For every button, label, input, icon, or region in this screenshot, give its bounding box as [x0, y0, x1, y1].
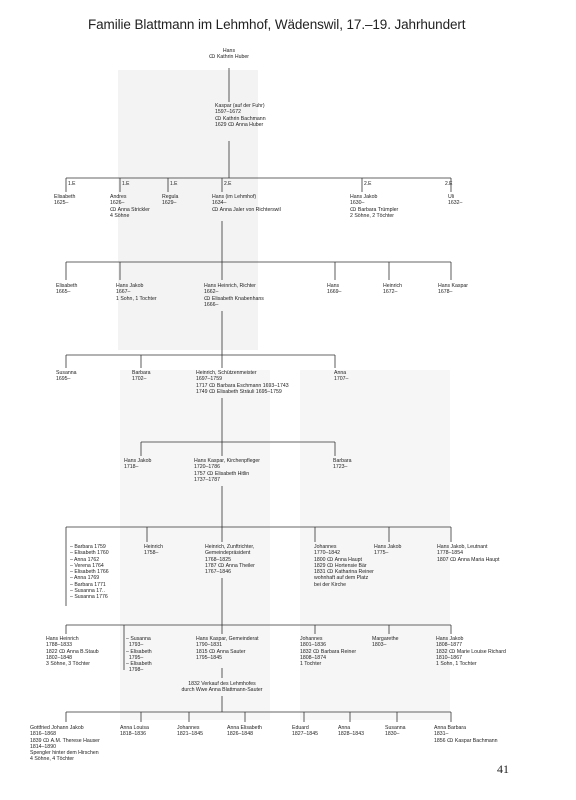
person-gen9: Anna Louisa 1818–1836	[120, 725, 149, 738]
page-title: Familie Blattmann im Lehmhof, Wädenswil, 17.–19. Jahrhundert	[88, 17, 466, 32]
marriage-mark: 1.E	[122, 181, 130, 187]
person-gen6-main: Hans Kaspar, Kirchenpfleger 1720–1786 1757 ↀ Elisabeth Hitlin 1737–1787	[194, 458, 261, 483]
person-gen8: Johannes 1801–1836 1832 ↀ Barbara Reiner 1808–1874 1 Tochter	[300, 636, 357, 668]
person-gen4: Hans 1669–	[327, 283, 342, 296]
person-gen7: Hans Jakob, Leutnant 1778–1854 1807 ↀ Anna Maria Haupt	[437, 544, 500, 563]
person-gen7: Hans Jakob 1775–	[374, 544, 402, 557]
person-gen4: Hans Kaspar 1678–	[438, 283, 468, 296]
person-gen6: Hans Jakob 1718–	[124, 458, 152, 471]
person-gen4: Hans Jakob 1667– 1 Sohn, 1 Tochter	[116, 283, 157, 302]
person-gen9: Eduard 1827–1845	[292, 725, 318, 738]
person-gen5-main: Heinrich, Schützenmeister 1697–1759 1717 ↀ Barbara Eschmann 1693–1743 1749 ↀ Elisabeth Sträuli 1695–1759	[196, 370, 289, 395]
person-gen4: Elisabeth 1665–	[56, 283, 78, 296]
person-gen7: Heinrich 1758–	[144, 544, 164, 557]
person-gen9: Susanna 1830–	[385, 725, 406, 738]
person-gen9: Anna Barbara 1831– 1856 ↀ Kaspar Bachmann	[434, 725, 498, 744]
person-gen8: Margarethe 1803–	[372, 636, 399, 649]
person-gen9: Gottfried Johann Jakob 1816–1868 1839 ↀ A.M. Therese Hauser 1814–1890 Spengler hinter dem Hirschen 4 Söhne, 4 Töchter	[30, 725, 100, 763]
person-gen5: Anna 1707–	[334, 370, 349, 383]
person-gen5: Barbara 1702–	[132, 370, 151, 383]
person-gen3: Uli 1632–	[448, 194, 463, 207]
person-gen8: Hans Heinrich 1788–1833 1822 ↀ Anna B.Staub 1802–1848 3 Söhne, 3 Töchter	[46, 636, 99, 668]
person-gen3: Elisabeth 1625–	[54, 194, 76, 207]
person-gen9: Anna 1828–1843	[338, 725, 364, 738]
marriage-mark: 1.E	[170, 181, 178, 187]
person-gen6: Barbara 1723–	[333, 458, 352, 471]
marriage-mark: 2.E	[364, 181, 372, 187]
marriage-mark: 2.E	[224, 181, 232, 187]
person-gen4: Heinrich 1672–	[383, 283, 403, 296]
marriage-mark: 2.E	[445, 181, 453, 187]
page-number: 41	[497, 762, 509, 776]
person-hans-gen1: Hans ↀ Kathrin Huber	[209, 48, 249, 61]
marriage-mark: 1.E	[68, 181, 76, 187]
sibling-list-gen8: – Susanna 1793– – Elisabeth 1795– – Elisabeth 1798–	[126, 636, 152, 674]
person-gen3-main: Hans (im Lehmhof) 1634– ↀ Anna Jaler von Richterswil	[212, 194, 281, 213]
person-gen4-main: Hans Heinrich, Richter 1662– ↀ Elisabeth Knabenhans 1666–	[204, 283, 264, 308]
sibling-list-gen7: – Barbara 1759 – Elisabeth 1760 – Anna 1762 – Verena 1764 – Elisabeth 1766 – Anna 1769 – Barbara 1771 – Susanna 17.. – Susanna 1776	[70, 544, 109, 601]
person-gen7: Johannes 1770–1842 1800 ↀ Anna Haupt 1829 ↀ Hortensie Bär 1831 ↀ Katharina Reiner wohnhaft auf dem Platz bei der Kirche	[314, 544, 374, 588]
person-gen9: Johannes 1821–1845	[177, 725, 203, 738]
person-gen8-main: Hans Kaspar, Gemeinderat 1790–1831 1815 ↀ Anna Sauter 1795–1845	[196, 636, 259, 661]
person-gen3: Hans Jakob 1630– ↀ Barbara Trümpler 2 Söhne, 2 Töchter	[350, 194, 399, 219]
person-gen5: Susanna 1695–	[56, 370, 77, 383]
person-gen9: Anna Elisabeth 1826–1848	[227, 725, 262, 738]
sale-note: 1832 Verkauf des Lehmhofes durch Wwe Anna Blattmann-Sauter	[181, 681, 263, 694]
person-gen7-main: Heinrich, Zunftrichter, Gemeindepräsident 1768–1825 1787 ↀ Anna Theiler 1767–1846	[205, 544, 255, 576]
person-gen8: Hans Jakob 1808–1877 1832 ↀ Marie Louise Richard 1810–1867 1 Sohn, 1 Tochter	[436, 636, 506, 668]
person-gen3: Andres 1626– ↀ Anna Strickler 4 Söhne	[110, 194, 150, 219]
person-kaspar-gen2: Kaspar (auf der Fuhr) 1597–1672 ↀ Kathrin Bachmann 1629 ↀ Anna Huber	[215, 103, 266, 128]
person-gen3: Regula 1629–	[162, 194, 179, 207]
